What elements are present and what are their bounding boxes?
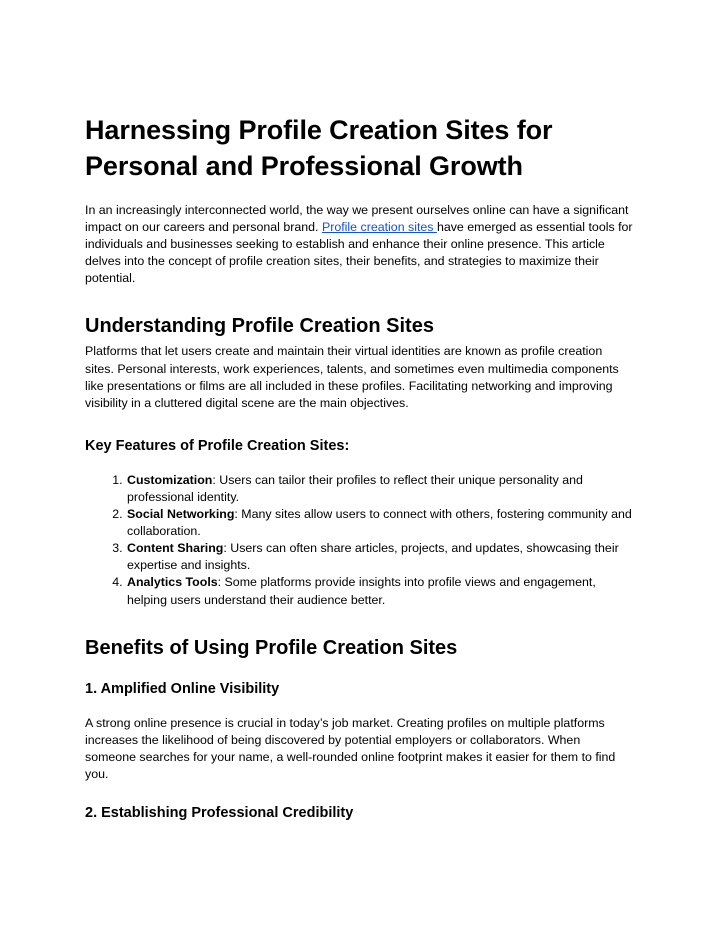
intro-text-after-link: have emerged as essential tools for individuals and businesses seeking to establish and enhance their online presence. This article delves into the concept of profile creation sites, their benefits, and strategies to maximize their potential. [85, 220, 633, 286]
list-item [126, 574, 633, 608]
subheading-key-features: Key Features of Profile Creation Sites: [85, 437, 350, 454]
intro-paragraph [85, 202, 633, 287]
visibility-paragraph: A strong online presence is crucial in today’s job market. Creating profiles on multiple platforms increases the likelihood of being discovered by potential employers or collaborators. When someone searches for your name, a well-rounded online footprint makes it easier for them to find you. [85, 715, 616, 781]
feature-description: : Some platforms provide insights into profile views and engagement, helping users understand their audience better. [127, 575, 596, 607]
intro-text-before-link: In an increasingly interconnected world, the way we present ourselves online can have a significant impact on our careers and personal brand. [85, 203, 629, 235]
understanding-paragraph: Platforms that let users create and maintain their virtual identities are known as profile creation sites. Personal interests, work experiences, talents, and sometimes even multimedia components like presentations or films are all included in these profiles. Facilitating networking and improving visibility in a cluttered digital scene are the main objectives. [85, 344, 619, 410]
feature-description: : Users can often share articles, projects, and updates, showcasing their expertise and insights. [127, 541, 619, 573]
list-item [126, 506, 633, 540]
feature-description: : Users can tailor their profiles to reflect their unique personality and professional identity. [127, 472, 583, 504]
section-heading-benefits: Benefits of Using Profile Creation Sites [85, 636, 458, 659]
subheading-professional-credibility: 2. Establishing Professional Credibility [85, 804, 354, 821]
feature-description: : Many sites allow users to connect with others, fostering community and collaboration. [127, 507, 632, 539]
feature-term: Content Sharing [127, 541, 224, 556]
list-item [126, 540, 633, 574]
section-heading-understanding: Understanding Profile Creation Sites [85, 315, 434, 338]
feature-term: Analytics Tools [127, 575, 218, 590]
feature-term: Customization [127, 472, 213, 487]
list-item [126, 472, 633, 506]
profile-creation-sites-link[interactable]: Profile creation sites [321, 220, 437, 235]
document-page [85, 112, 633, 823]
key-features-list [85, 472, 633, 609]
subheading-amplified-visibility: 1. Amplified Online Visibility [85, 680, 280, 697]
feature-term: Social Networking [127, 507, 235, 522]
document-title: Harnessing Profile Creation Sites for Personal and Professional Growth [85, 115, 553, 181]
